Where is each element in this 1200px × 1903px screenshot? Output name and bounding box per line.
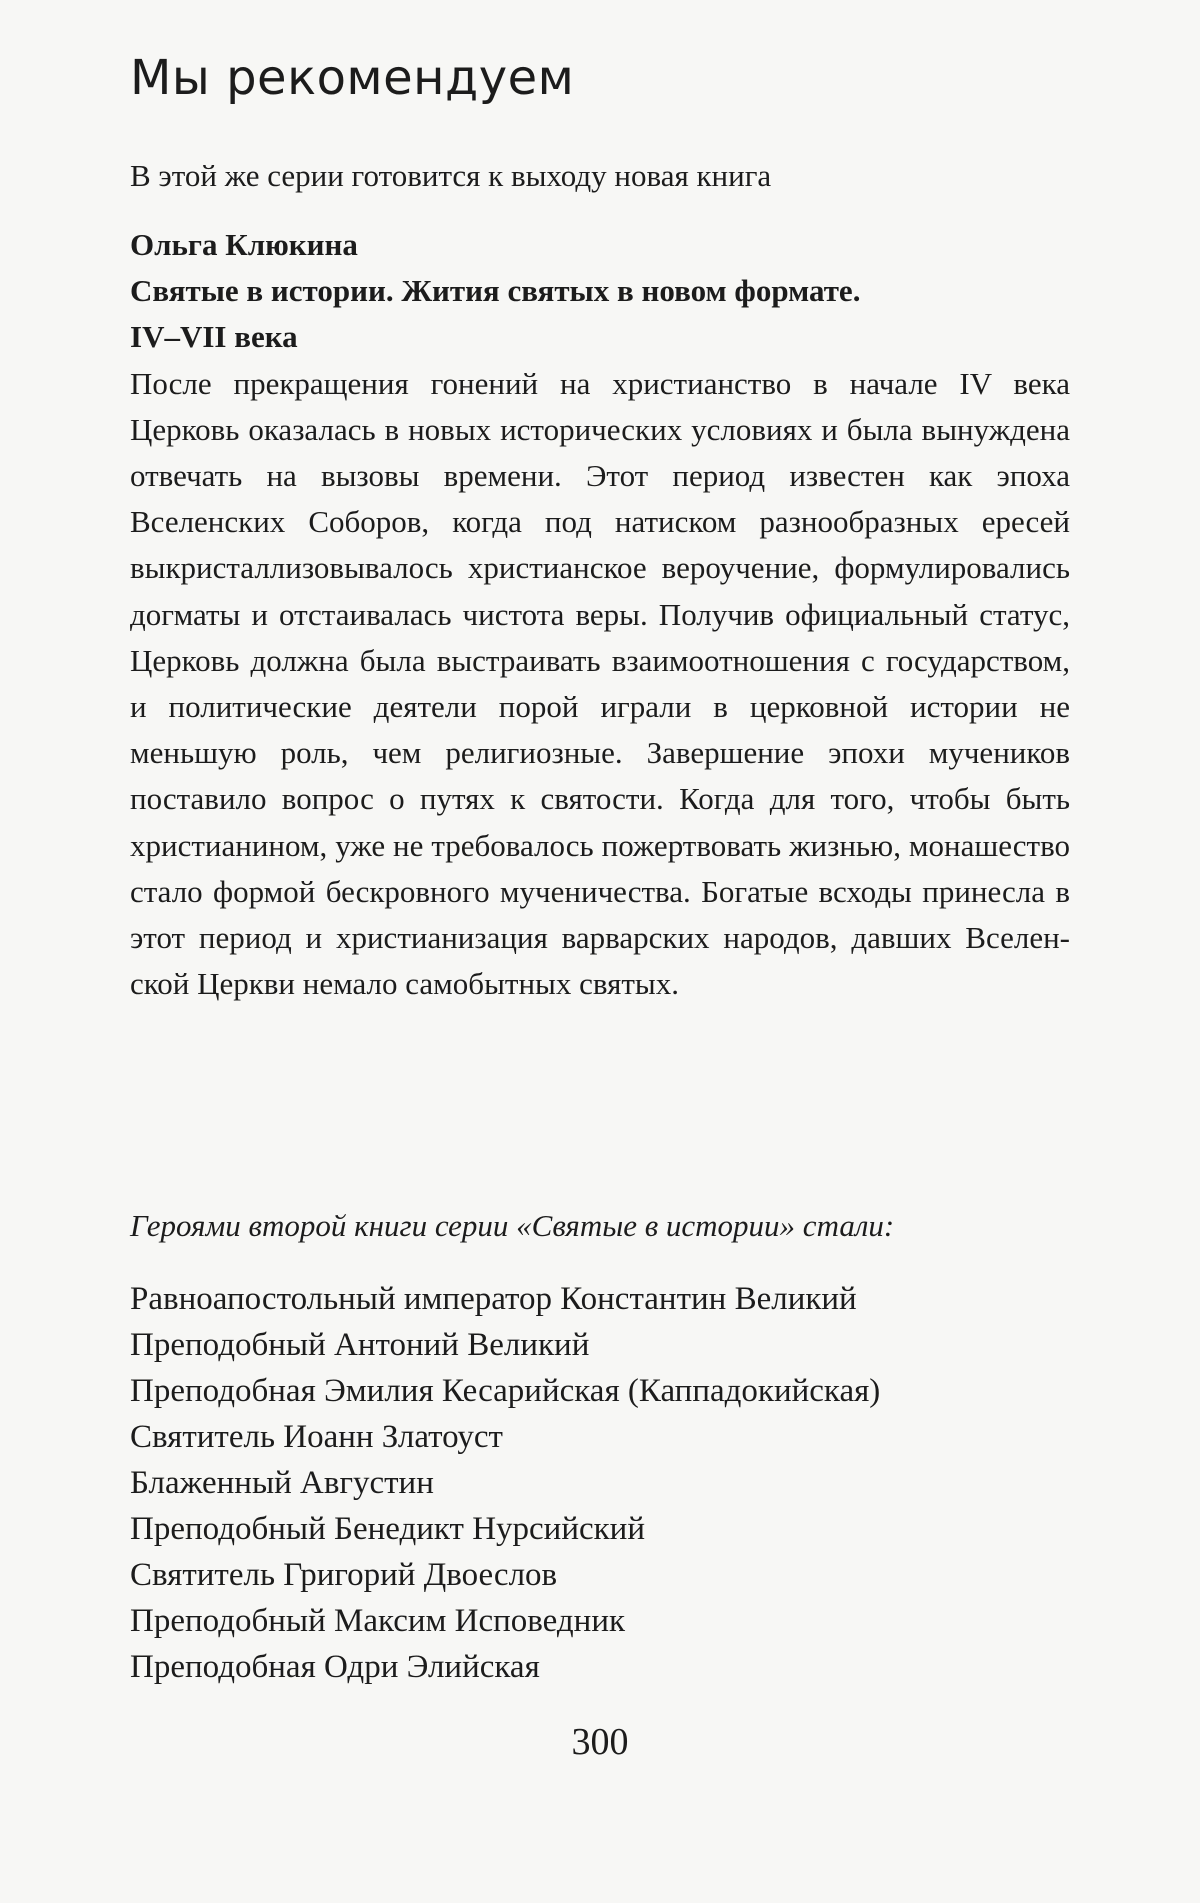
heroes-list — [130, 1276, 880, 1690]
list-item: Преподобный Максим Исповедник — [130, 1603, 626, 1639]
list-item: Преподобная Одри Элийская — [130, 1649, 540, 1685]
book-description: После прекращения гонений на христианство в начале IV века Церковь оказалась в новых исторических условиях и была вынуждена отвечать на вызовы времени. Этот период известен как эпоха Вселенских Соборов, когда под натиском разнообразных ересей выкристаллизовывалось христианское вероучение, формулировались догматы и отстаивалась чистота веры. Получив официальный статус, Церковь должна была выстраивать взаимоотношения с государством, и политические деятели порой играли в церковной истории не меньшую роль, чем религиозные. Завершение эпохи мучеников поставило вопрос о путях к святости. Когда для того, чтобы быть христианином, уже не требовалось пожертвовать жизнью, монашество стало формой бескровного мученичества. Богатые всходы принесла в этот период и христианизация варварских народов, давших Вселенской Церкви немало самобытных святых. — [130, 365, 1070, 1002]
book-announcement — [130, 222, 1070, 1007]
list-item: Равноапостольный император Константин Великий — [130, 1281, 857, 1317]
book-title-line-2: IV–VII века — [130, 319, 298, 355]
series-note: В этой же серии готовится к выходу новая книга — [130, 158, 772, 193]
list-item: Блаженный Августин — [130, 1465, 434, 1501]
book-author: Ольга Клюкина — [130, 227, 358, 262]
list-item: Святитель Григорий Двоеслов — [130, 1557, 558, 1593]
book-page — [130, 40, 1070, 1860]
heroes-intro: Героями второй книги серии «Святые в истории» стали: — [130, 1208, 895, 1243]
page-number: 300 — [571, 1721, 629, 1763]
page-heading: Мы рекомендуем — [130, 50, 575, 106]
list-item: Преподобный Антоний Великий — [130, 1327, 590, 1363]
list-item: Преподобный Бенедикт Нурсийский — [130, 1511, 645, 1547]
list-item: Преподобная Эмилия Кесарийская (Каппадокийская) — [130, 1373, 881, 1409]
book-title-line-1: Святые в истории. Жития святых в новом формате. — [130, 273, 861, 309]
list-item: Святитель Иоанн Златоуст — [130, 1419, 503, 1455]
